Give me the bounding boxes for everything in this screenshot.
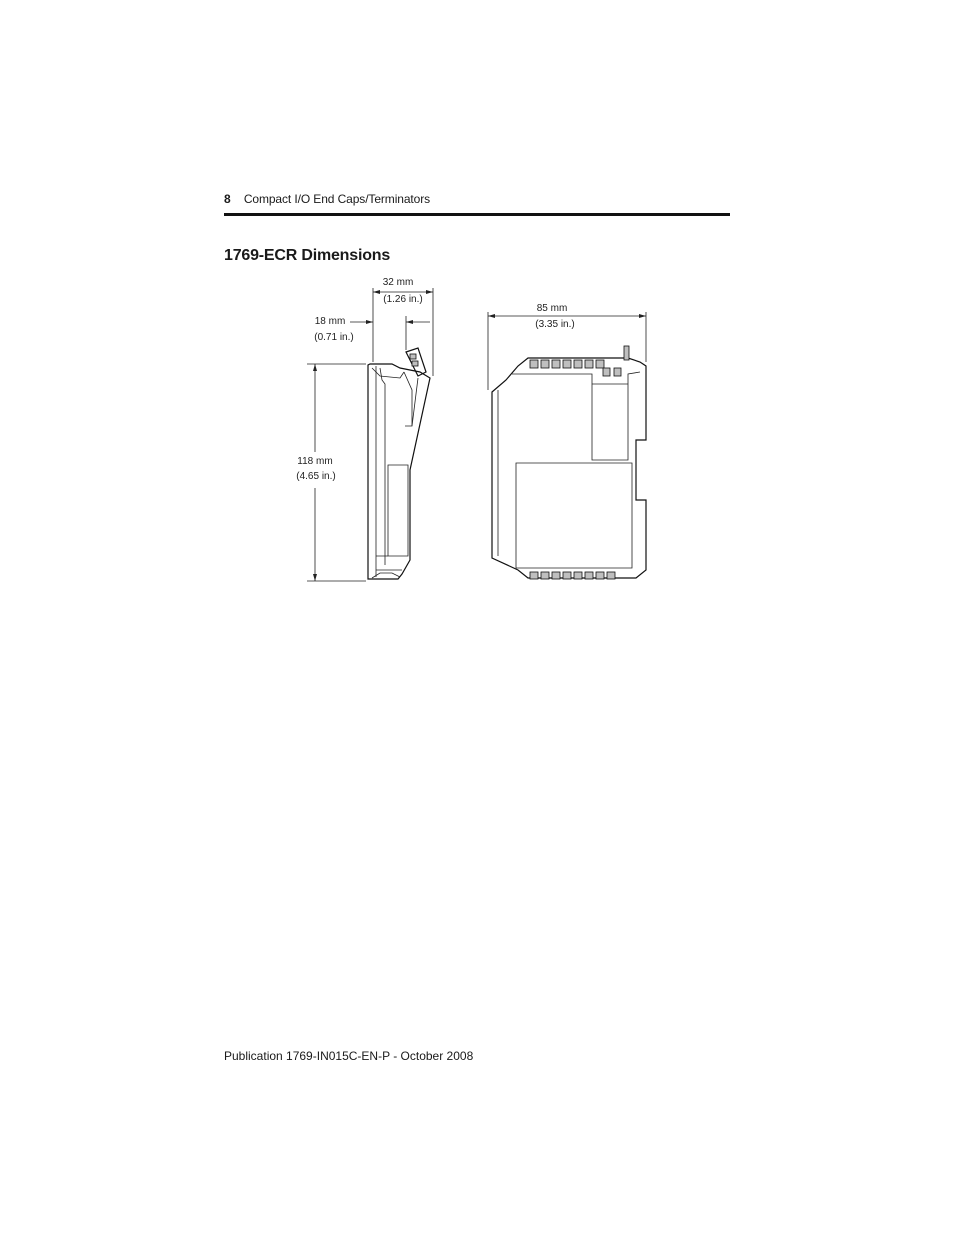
- dim-118mm-mm: 118 mm: [297, 456, 333, 467]
- dimension-85mm: [488, 303, 646, 390]
- dim-32mm-in: (1.26 in.): [383, 294, 423, 305]
- dimension-118mm: [296, 364, 366, 581]
- side-view-drawing: [368, 348, 430, 579]
- dim-18mm-in: (0.71 in.): [314, 332, 354, 343]
- front-view-drawing: [492, 346, 646, 579]
- running-title: Compact I/O End Caps/Terminators: [243, 192, 431, 206]
- dimension-32mm: [373, 277, 433, 376]
- section-title: 1769-ECR Dimensions: [224, 247, 391, 264]
- dimension-18mm: [314, 316, 430, 350]
- dim-85mm-mm: 85 mm: [536, 303, 568, 314]
- publication-footer: Publication 1769-IN015C-EN-P - October 2008: [224, 1049, 474, 1063]
- dim-85mm-in: (3.35 in.): [535, 319, 575, 330]
- dim-32mm-mm: 32 mm: [382, 277, 414, 288]
- dim-18mm-mm: 18 mm: [314, 316, 346, 327]
- page-number: 8: [224, 192, 231, 206]
- top-terminals: [530, 346, 629, 376]
- dim-118mm-in: (4.65 in.): [296, 471, 336, 482]
